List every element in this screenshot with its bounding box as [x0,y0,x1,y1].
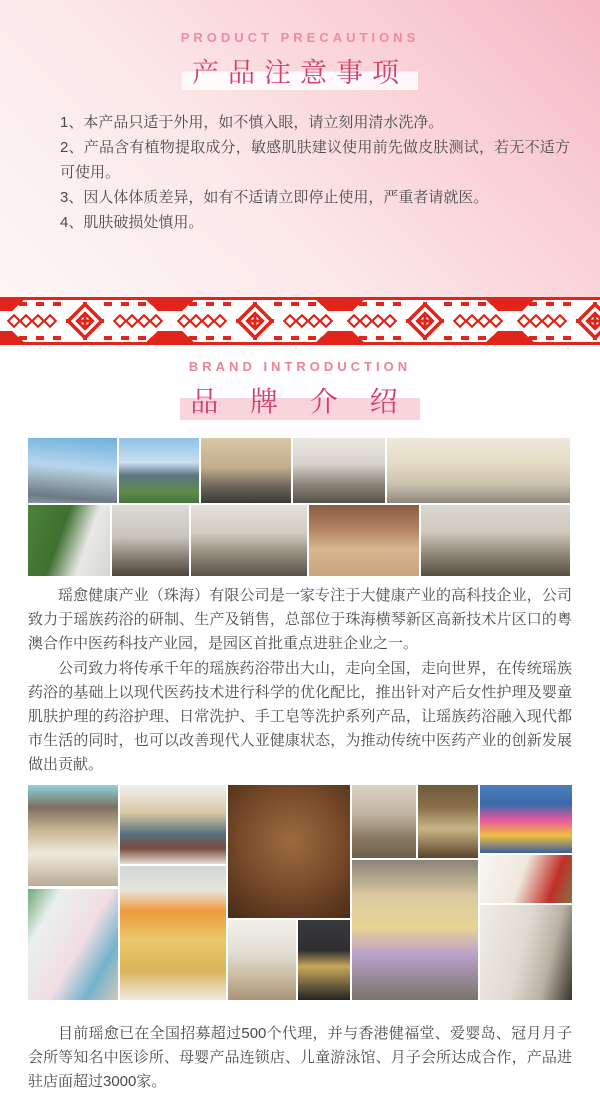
photo-workshop [191,505,307,576]
brand-paragraph: 瑶愈健康产业（珠海）有限公司是一家专注于大健康产业的高科技企业，公司致力于瑶族药浴的研制、生产及销售，总部位于珠海横琴新区高新技术片区口的粤澳合作中医药科技产业园，是园区首批重点进驻企业之一。 [28,587,572,652]
photo-plant-wall-lobby [28,505,110,576]
company-collage [28,438,570,576]
brand-title-en: BRAND INTRODUCTION [188,359,412,374]
photo-product-boxes-wall [120,785,226,864]
precaution-item: 3、因人体体质差异，如有不适请立即停止使用，严重者请就医。 [60,189,489,206]
photo-baby-poster-shop [418,785,478,858]
photo-team-group [201,438,291,503]
collage-row [28,505,570,576]
brand-title-cn: 品 牌 介 绍 [180,380,419,420]
precautions-title-cn: 产品注意事项 [182,51,418,90]
photo-training-room [387,438,570,503]
precautions-title-wrap [0,51,600,90]
brand-section [0,345,600,1094]
photo-cabinet-rack [480,905,572,1000]
precautions-section [0,0,600,297]
photo-office-building [28,438,117,503]
precaution-list [60,110,570,235]
photo-blue-shelf [480,785,572,853]
photo-black-shelf [298,920,350,1000]
yao-pattern-icon [0,297,600,345]
photo-lace-table-rack [352,785,416,858]
precaution-item: 2、产品含有植物提取成分，敏感肌肤建议使用前先做皮肤测试，若无不适方可使用。 [60,139,570,181]
brand-title-wrap [0,380,600,420]
store-collage [28,785,572,1000]
photo-conference-room [112,505,189,576]
photo-campus-building [119,438,199,503]
photo-wood-circle-shelf [228,785,350,918]
precautions-title-en: PRODUCT PRECAUTIONS [180,30,420,45]
collage-row [28,438,570,503]
photo-yellow-rack [120,866,226,1000]
precaution-item: 1、本产品只适于外用，如不慎入眼，请立刻用清水洗净。 [60,114,444,131]
photo-santa-basket [480,855,572,903]
photo-product-table [309,505,419,576]
photo-meeting [293,438,385,503]
footer-paragraph: 目前瑶愈已在全国招募超过500个代理，并与香港健福堂、爱婴岛、冠月月子会所等知名中医诊所、母婴产品连锁店、儿童游泳馆、月子会所达成合作，产品进驻店面超过3000家。 [28,1025,572,1090]
precaution-item: 4、肌肤破损处慎用。 [60,214,204,231]
photo-pink-rack [28,889,118,1000]
photo-team-discussion [421,505,570,576]
photo-store-counter [28,785,118,886]
photo-store-shelves [352,860,478,1000]
photo-white-shelf [228,920,296,1000]
ethnic-pattern-band [0,297,600,345]
brand-paragraph: 公司致力将传承千年的瑶族药浴带出大山，走向全国，走向世界，在传统瑶族药浴的基础上以现代医药技术进行科学的优化配比，推出针对产后女性护理及婴童肌肤护理的药浴护理、日常洗护、手工皂等洗护系列产品，让瑶族药浴融入现代都市生活的同时，也可以改善现代人亚健康状态，为推动传统中医药产业的创新发展做出贡献。 [28,660,572,773]
